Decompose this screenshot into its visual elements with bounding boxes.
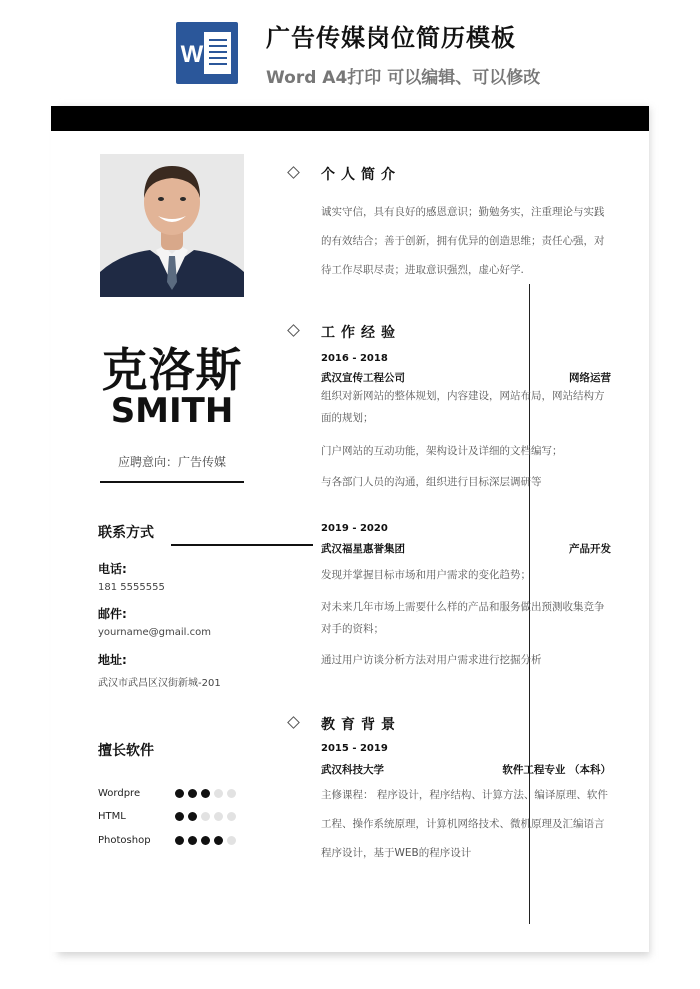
phone-value: 181 5555555 — [98, 582, 165, 593]
page-subtitle: Word A4打印 可以编辑、可以修改 — [266, 68, 541, 88]
skill-dot — [227, 812, 236, 821]
work-duty: 通过用户访谈分析方法对用户需求进行挖掘分析 — [321, 654, 542, 666]
address-label: 地址: — [98, 653, 127, 667]
skill-dot — [188, 789, 197, 798]
job-intent: 应聘意向：广告传媒 — [117, 455, 226, 469]
name-chinese: 克洛斯 — [101, 343, 243, 397]
email-label: 邮件: — [98, 607, 127, 621]
skill-dot — [188, 812, 197, 821]
skill-rating — [175, 812, 240, 822]
work-duty: 门户网站的互动功能，架构设计及详细的文档编写； — [321, 445, 563, 457]
skill-dot — [214, 836, 223, 845]
email-value: yourname@gmail.com — [98, 627, 211, 638]
work-duty: 组织对新网站的整体规划，内容建设，网站布局，网站结构方面的规划； — [321, 390, 605, 424]
word-app-icon — [176, 22, 238, 84]
diamond-bullet-icon — [287, 324, 300, 337]
work-role: 网络运营 — [569, 372, 611, 384]
edu-years: 2015 - 2019 — [321, 743, 388, 754]
work-years: 2019 - 2020 — [321, 523, 388, 534]
page-title: 广告传媒岗位简历模板 — [266, 24, 516, 52]
skill-dot — [188, 836, 197, 845]
address-value: 武汉市武昌区汉街新城-201 — [98, 678, 221, 689]
skill-dot — [175, 836, 184, 845]
skill-dot — [201, 789, 210, 798]
work-duty: 对未来几年市场上需要什么样的产品和服务做出预测收集竞争对手的资料； — [321, 601, 605, 635]
education-heading: 教育背景 — [321, 717, 401, 733]
skill-name: HTML — [98, 811, 126, 822]
skill-name: Photoshop — [98, 835, 151, 846]
diamond-bullet-icon — [287, 166, 300, 179]
edu-courses: 主修课程： 程序设计，程序结构、计算方法、编译原理、软件工程、操作系统原理，计算机网络技术、微机原理及汇编语言程序设计，基于WEB的程序设计 — [321, 789, 608, 859]
work-duty: 与各部门人员的沟通，组织进行目标深层调研等 — [321, 476, 542, 488]
skill-dot — [227, 836, 236, 845]
top-black-bar — [51, 106, 649, 131]
intro-heading: 个人简介 — [321, 167, 401, 183]
skill-dot — [175, 812, 184, 821]
skill-dot — [214, 812, 223, 821]
word-icon-letter: W — [180, 41, 204, 68]
edu-school: 武汉科技大学 — [321, 764, 384, 776]
work-company: 武汉福星惠誉集团 — [321, 543, 405, 555]
skill-rating — [175, 789, 240, 799]
contact-divider — [171, 544, 313, 546]
profile-photo — [100, 154, 244, 297]
work-years: 2016 - 2018 — [321, 353, 388, 364]
skill-dot — [214, 789, 223, 798]
contact-heading: 联系方式 — [98, 525, 154, 541]
skill-dot — [175, 789, 184, 798]
edu-major: 软件工程专业 （本科） — [502, 764, 611, 776]
work-duty: 发现并掌握目标市场和用户需求的变化趋势； — [321, 569, 531, 581]
skill-dot — [227, 789, 236, 798]
skill-rating — [175, 836, 240, 846]
work-heading: 工作经验 — [321, 325, 401, 341]
skill-dot — [201, 812, 210, 821]
phone-label: 电话: — [98, 562, 127, 576]
divider — [100, 481, 244, 483]
skill-dot — [201, 836, 210, 845]
intro-text: 诚实守信，具有良好的感恩意识；勤勉务实，注重理论与实践的有效结合；善于创新，拥有优异的创造思维；责任心强，对待工作尽职尽责；进取意识强烈，虚心好学. — [321, 206, 605, 276]
skill-name: Wordpre — [98, 788, 141, 799]
diamond-bullet-icon — [287, 716, 300, 729]
work-company: 武汉宣传工程公司 — [321, 372, 405, 384]
resume-sheet — [51, 106, 649, 952]
skills-heading: 擅长软件 — [98, 743, 154, 759]
name-english: SMITH — [110, 391, 234, 431]
person-portrait-icon — [100, 154, 244, 297]
work-role: 产品开发 — [569, 543, 611, 555]
